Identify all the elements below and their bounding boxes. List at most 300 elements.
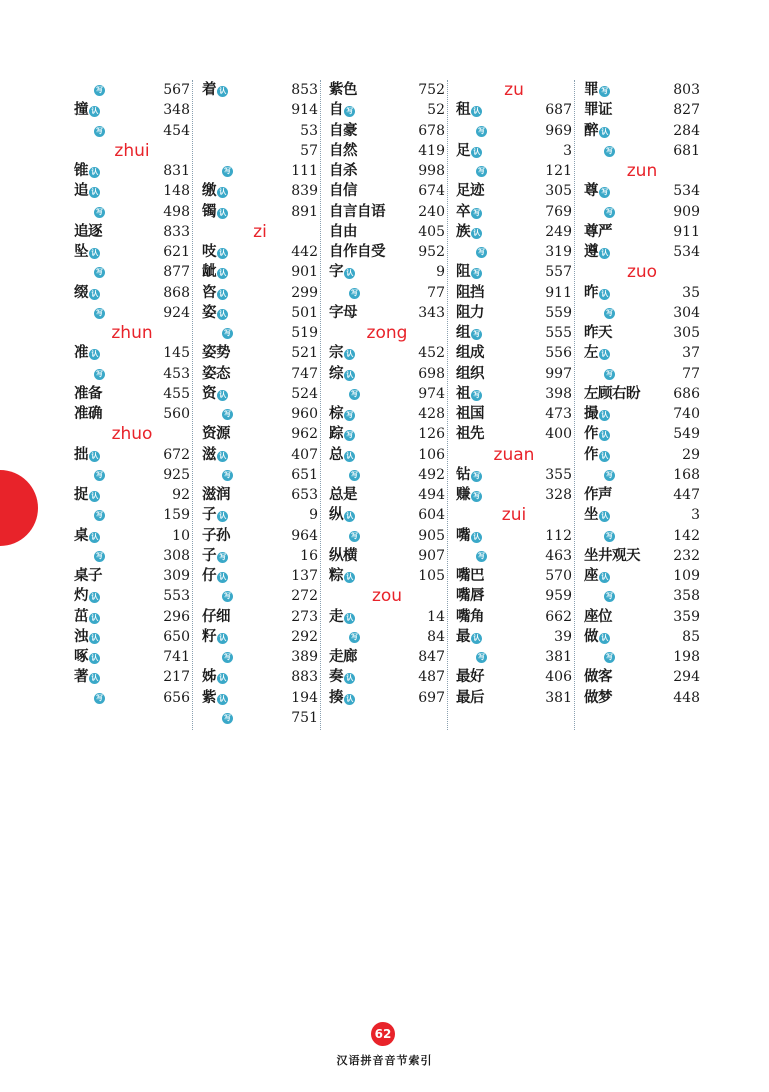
entry-word xyxy=(74,445,100,465)
index-entry xyxy=(74,485,190,505)
entry-text: 最后 xyxy=(456,688,484,706)
page-ref: 570 xyxy=(545,568,572,584)
index-entry xyxy=(202,202,318,222)
page-ref: 109 xyxy=(673,568,700,584)
index-entry xyxy=(456,323,572,343)
page-ref: 145 xyxy=(163,345,190,362)
page-ref: 501 xyxy=(291,304,318,321)
entry-text: 子孙 xyxy=(202,526,230,544)
page-ref: 272 xyxy=(291,588,318,605)
index-entry xyxy=(74,100,190,120)
entry-word xyxy=(74,566,102,586)
index-entry xyxy=(202,688,318,708)
write-badge-icon: 写 xyxy=(471,471,482,482)
page-ref: 455 xyxy=(163,385,190,402)
entry-word xyxy=(74,222,102,242)
entry-word xyxy=(584,627,610,647)
entry-word xyxy=(74,485,100,505)
write-badge-icon: 写 xyxy=(606,470,613,479)
page-ref: 974 xyxy=(418,385,445,402)
page-ref: 911 xyxy=(545,284,572,301)
entry-word xyxy=(584,688,612,708)
page-ref: 328 xyxy=(545,487,572,503)
index-entry xyxy=(456,667,572,687)
index-entry xyxy=(456,384,572,404)
index-entry xyxy=(202,283,318,303)
recognize-badge-icon: 认 xyxy=(344,613,355,624)
entry-text: 足 xyxy=(456,141,470,159)
recognize-badge-icon: 认 xyxy=(599,633,610,644)
entry-text: 组织 xyxy=(456,364,484,382)
entry-word xyxy=(329,100,355,120)
recognize-badge-icon: 认 xyxy=(89,167,100,178)
page-ref: 653 xyxy=(291,487,318,503)
page-ref: 305 xyxy=(673,325,700,341)
index-entry xyxy=(584,667,700,687)
entry-text: 着 xyxy=(202,81,216,98)
recognize-badge-icon: 认 xyxy=(599,127,610,138)
page-ref: 355 xyxy=(545,466,572,483)
entry-text: 宗 xyxy=(329,344,343,362)
index-entry xyxy=(74,384,190,404)
page-number: 62 xyxy=(371,1022,395,1046)
index-entry xyxy=(74,647,190,667)
page-ref: 747 xyxy=(291,365,318,382)
page-ref: 463 xyxy=(545,547,572,564)
entry-word xyxy=(202,546,228,566)
entry-text: 醉 xyxy=(584,121,598,139)
syllable-heading: zui xyxy=(501,505,527,526)
page-ref: 687 xyxy=(545,102,572,119)
entry-word xyxy=(584,667,612,687)
entry-text: 锥 xyxy=(74,162,88,179)
page-ref: 911 xyxy=(673,223,700,240)
index-entry xyxy=(584,607,700,627)
entry-text: 棕 xyxy=(329,405,343,422)
page-ref: 905 xyxy=(418,527,445,544)
index-entry xyxy=(456,262,572,282)
write-badge-icon: 写 xyxy=(471,390,482,401)
page-ref: 405 xyxy=(418,223,445,240)
page-ref: 53 xyxy=(300,122,318,139)
entry-text: 作 xyxy=(584,425,598,443)
recognize-badge-icon: 认 xyxy=(89,491,100,502)
entry-text: 缴 xyxy=(202,182,216,200)
page-ref: 29 xyxy=(682,446,700,463)
page-ref: 925 xyxy=(163,466,190,483)
page-ref: 519 xyxy=(291,325,318,341)
index-entry xyxy=(329,667,445,687)
index-entry xyxy=(456,364,572,384)
index-column-5 xyxy=(584,80,700,708)
recognize-badge-icon: 认 xyxy=(471,147,482,158)
recognize-badge-icon: 认 xyxy=(344,511,355,522)
page-ref: 698 xyxy=(418,365,445,382)
entry-text: 姊 xyxy=(202,668,216,686)
column-divider xyxy=(320,80,321,730)
entry-word xyxy=(74,181,100,201)
page-ref: 358 xyxy=(673,588,700,605)
index-entry xyxy=(202,505,318,525)
entry-text: 座位 xyxy=(584,607,612,625)
entry-word xyxy=(584,100,612,120)
entry-text: 茁 xyxy=(74,607,88,625)
index-entry xyxy=(584,384,700,404)
page-ref: 997 xyxy=(545,365,572,382)
entry-text: 作声 xyxy=(584,486,612,503)
index-entry xyxy=(329,526,445,546)
page-ref: 77 xyxy=(427,284,445,301)
recognize-badge-icon: 认 xyxy=(217,572,228,583)
page-ref: 9 xyxy=(436,264,445,281)
page-ref: 662 xyxy=(545,608,572,625)
page-ref: 381 xyxy=(545,689,572,706)
index-entry xyxy=(329,222,445,242)
entry-text: 啄 xyxy=(74,648,88,665)
index-entry xyxy=(74,202,190,222)
entry-word xyxy=(329,80,357,100)
footer-title: 汉语拼音音节索引 xyxy=(336,1054,433,1067)
entry-text: 做梦 xyxy=(584,688,612,706)
index-entry xyxy=(329,283,445,303)
write-badge-icon: 写 xyxy=(217,552,228,563)
entry-text: 追 xyxy=(74,182,88,200)
page-ref: 839 xyxy=(291,183,318,200)
entry-word xyxy=(456,343,484,363)
index-entry xyxy=(74,364,190,384)
entry-word xyxy=(202,303,228,323)
page-ref: 126 xyxy=(418,426,445,443)
index-entry xyxy=(329,505,445,525)
entry-word xyxy=(456,465,482,485)
entry-word xyxy=(329,242,385,262)
entry-word xyxy=(456,323,482,343)
index-entry xyxy=(329,80,445,100)
entry-text: 自言自语 xyxy=(329,202,385,220)
entry-text: 仔细 xyxy=(202,607,230,625)
page-ref: 853 xyxy=(291,82,318,98)
index-entry xyxy=(202,161,318,181)
page-ref: 39 xyxy=(554,628,572,645)
entry-word xyxy=(329,566,355,586)
entry-text: 踪 xyxy=(329,425,343,443)
entry-word xyxy=(456,566,484,586)
recognize-badge-icon: 认 xyxy=(471,228,482,239)
write-badge-icon: 写 xyxy=(224,410,231,418)
index-entry xyxy=(202,424,318,444)
write-badge-icon: 写 xyxy=(351,632,358,641)
page-ref: 232 xyxy=(673,547,700,564)
write-badge-icon: 写 xyxy=(606,592,613,601)
page-ref: 428 xyxy=(418,406,445,422)
entry-text: 自豪 xyxy=(329,121,357,139)
page-ref: 142 xyxy=(673,527,700,544)
entry-text: 吱 xyxy=(202,243,216,260)
index-entry xyxy=(74,121,190,141)
page-ref: 52 xyxy=(427,102,445,119)
entry-word xyxy=(329,222,357,242)
recognize-badge-icon: 认 xyxy=(471,633,482,644)
recognize-badge-icon: 认 xyxy=(344,268,355,279)
entry-text: 字母 xyxy=(329,303,357,321)
recognize-badge-icon: 认 xyxy=(599,289,610,300)
entry-text: 镯 xyxy=(202,202,216,220)
page-ref: 833 xyxy=(163,223,190,240)
recognize-badge-icon: 认 xyxy=(599,410,610,421)
page-ref: 447 xyxy=(673,487,700,503)
write-badge-icon: 写 xyxy=(471,491,482,502)
index-entry xyxy=(329,647,445,667)
index-entry xyxy=(456,526,572,546)
entry-word xyxy=(74,161,100,181)
page-ref: 359 xyxy=(673,608,700,625)
index-entry xyxy=(202,586,318,606)
entry-text: 紫 xyxy=(202,688,216,706)
entry-text: 租 xyxy=(456,101,470,119)
entry-word xyxy=(74,404,102,424)
entry-word xyxy=(584,505,610,525)
page-ref: 249 xyxy=(545,223,572,240)
index-column-4 xyxy=(456,80,572,708)
write-badge-icon: 写 xyxy=(96,268,103,277)
index-entry xyxy=(329,465,445,485)
page-ref: 159 xyxy=(163,507,190,524)
entry-word xyxy=(202,505,228,525)
entry-text: 坠 xyxy=(74,243,88,260)
index-entry xyxy=(202,141,318,161)
entry-word xyxy=(202,485,230,505)
entry-word xyxy=(329,364,355,384)
page-ref: 3 xyxy=(691,507,700,524)
page-ref: 240 xyxy=(418,203,445,220)
page-ref: 498 xyxy=(163,203,190,220)
index-entry xyxy=(202,80,318,100)
index-entry xyxy=(202,121,318,141)
index-entry xyxy=(329,100,445,120)
page-ref: 672 xyxy=(163,446,190,463)
recognize-badge-icon: 认 xyxy=(89,633,100,644)
index-entry xyxy=(329,181,445,201)
write-badge-icon: 写 xyxy=(224,167,231,175)
index-entry xyxy=(202,485,318,505)
page-ref: 85 xyxy=(682,628,700,645)
recognize-badge-icon: 认 xyxy=(89,653,100,664)
entry-word xyxy=(584,80,610,100)
page-ref: 400 xyxy=(545,426,572,443)
page-ref: 14 xyxy=(427,608,445,625)
syllable-heading: zu xyxy=(504,80,524,100)
index-entry xyxy=(74,222,190,242)
recognize-badge-icon: 认 xyxy=(217,390,228,401)
entry-text: 卒 xyxy=(456,202,470,220)
recognize-badge-icon: 认 xyxy=(217,694,228,705)
entry-word xyxy=(329,343,355,363)
recognize-badge-icon: 认 xyxy=(89,592,100,603)
index-entry xyxy=(202,566,318,586)
syllable-heading: zun xyxy=(626,161,658,181)
page-ref: 534 xyxy=(673,244,700,260)
page-ref: 487 xyxy=(418,669,445,686)
entry-word xyxy=(202,364,230,384)
entry-word xyxy=(74,586,100,606)
write-badge-icon: 写 xyxy=(478,248,485,256)
entry-text: 尊 xyxy=(584,182,598,200)
write-badge-icon: 写 xyxy=(96,308,103,317)
write-badge-icon: 写 xyxy=(351,389,358,398)
page-ref: 284 xyxy=(673,122,700,139)
entry-text: 桌 xyxy=(74,526,88,544)
write-badge-icon: 写 xyxy=(478,167,485,175)
page-ref: 559 xyxy=(545,304,572,321)
page-ref: 148 xyxy=(163,183,190,200)
page-ref: 567 xyxy=(163,82,190,98)
recognize-badge-icon: 认 xyxy=(89,187,100,198)
write-badge-icon: 写 xyxy=(344,430,355,441)
entry-text: 粽 xyxy=(329,567,343,584)
write-badge-icon: 写 xyxy=(96,511,103,520)
entry-word xyxy=(584,121,610,141)
index-entry xyxy=(329,546,445,566)
recognize-badge-icon: 认 xyxy=(344,349,355,360)
page-ref: 907 xyxy=(418,547,445,564)
page-ref: 964 xyxy=(291,527,318,544)
page-ref: 319 xyxy=(545,244,572,260)
entry-text: 综 xyxy=(329,364,343,382)
index-entry xyxy=(74,80,190,100)
write-badge-icon: 写 xyxy=(224,592,231,601)
recognize-badge-icon: 认 xyxy=(217,309,228,320)
index-column-1 xyxy=(74,80,190,708)
entry-word xyxy=(202,181,228,201)
entry-word xyxy=(456,526,482,546)
index-entry xyxy=(74,181,190,201)
syllable-heading: zuan xyxy=(493,444,535,465)
entry-text: 走廊 xyxy=(329,648,357,665)
entry-text: 桌子 xyxy=(74,567,102,584)
syllable-heading: zhuo xyxy=(111,424,153,445)
recognize-badge-icon: 认 xyxy=(599,248,610,259)
index-entry xyxy=(456,688,572,708)
index-entry xyxy=(202,384,318,404)
page-ref: 868 xyxy=(163,284,190,301)
index-entry xyxy=(202,303,318,323)
entry-text: 坐井观天 xyxy=(584,546,640,564)
index-entry xyxy=(74,343,190,363)
entry-text: 灼 xyxy=(74,587,88,605)
entry-text: 嘴角 xyxy=(456,607,484,625)
entry-word xyxy=(74,667,100,687)
page-ref: 969 xyxy=(545,122,572,139)
page-ref: 492 xyxy=(418,466,445,483)
page-ref: 681 xyxy=(673,142,700,159)
entry-word xyxy=(584,242,610,262)
index-entry xyxy=(329,485,445,505)
index-entry xyxy=(584,323,700,343)
entry-word xyxy=(202,607,230,627)
page-ref: 37 xyxy=(682,345,700,362)
page-ref: 604 xyxy=(418,507,445,524)
page-ref: 348 xyxy=(163,102,190,119)
entry-word xyxy=(202,343,230,363)
entry-text: 奏 xyxy=(329,668,343,686)
write-badge-icon: 写 xyxy=(606,308,613,317)
write-badge-icon: 写 xyxy=(224,470,231,479)
entry-text: 自作自受 xyxy=(329,243,385,260)
page-ref: 621 xyxy=(163,244,190,260)
page-ref: 296 xyxy=(163,608,190,625)
page-ref: 769 xyxy=(545,203,572,220)
recognize-badge-icon: 认 xyxy=(217,511,228,522)
entry-text: 尊严 xyxy=(584,222,612,240)
entry-text: 缀 xyxy=(74,283,88,301)
write-badge-icon: 写 xyxy=(599,86,610,97)
entry-word xyxy=(329,404,355,424)
index-entry xyxy=(74,505,190,525)
index-entry xyxy=(456,627,572,647)
index-entry xyxy=(329,202,445,222)
page-ref: 406 xyxy=(545,669,572,686)
syllable-heading: zhun xyxy=(111,323,153,343)
entry-text: 组 xyxy=(456,324,470,341)
entry-word xyxy=(74,384,102,404)
write-badge-icon: 写 xyxy=(471,268,482,279)
syllable-heading: zhui xyxy=(114,140,150,161)
index-entry xyxy=(584,566,700,586)
entry-text: 自信 xyxy=(329,182,357,200)
write-badge-icon: 写 xyxy=(351,531,358,540)
index-entry xyxy=(74,404,190,424)
entry-word xyxy=(74,283,100,303)
recognize-badge-icon: 认 xyxy=(344,673,355,684)
recognize-badge-icon: 认 xyxy=(89,349,100,360)
entry-text: 赚 xyxy=(456,486,470,503)
index-entry xyxy=(329,262,445,282)
write-badge-icon: 写 xyxy=(606,531,613,540)
entry-text: 纵 xyxy=(329,506,343,524)
page-ref: 847 xyxy=(418,649,445,665)
page-ref: 448 xyxy=(673,689,700,706)
page-ref: 452 xyxy=(418,345,445,362)
write-badge-icon: 写 xyxy=(351,288,358,297)
entry-text: 资 xyxy=(202,384,216,402)
index-entry xyxy=(74,688,190,708)
entry-text: 仔 xyxy=(202,567,216,584)
page-ref: 112 xyxy=(545,527,572,544)
page-ref: 752 xyxy=(418,82,445,98)
recognize-badge-icon: 认 xyxy=(89,532,100,543)
entry-text: 阻挡 xyxy=(456,283,484,301)
page-ref: 453 xyxy=(163,365,190,382)
entry-word xyxy=(329,424,355,444)
entry-word xyxy=(456,627,482,647)
entry-text: 组成 xyxy=(456,344,484,362)
entry-text: 姿态 xyxy=(202,364,230,382)
page-ref: 419 xyxy=(418,142,445,159)
entry-text: 揍 xyxy=(329,688,343,706)
entry-word xyxy=(584,485,612,505)
index-entry xyxy=(456,141,572,161)
index-entry xyxy=(456,161,572,181)
entry-word xyxy=(456,181,484,201)
column-divider xyxy=(192,80,193,730)
entry-text: 做 xyxy=(584,627,598,645)
entry-word xyxy=(329,505,355,525)
entry-word xyxy=(74,647,100,667)
index-entry xyxy=(456,283,572,303)
entry-word xyxy=(202,627,228,647)
index-entry xyxy=(584,242,700,262)
entry-word xyxy=(74,627,100,647)
